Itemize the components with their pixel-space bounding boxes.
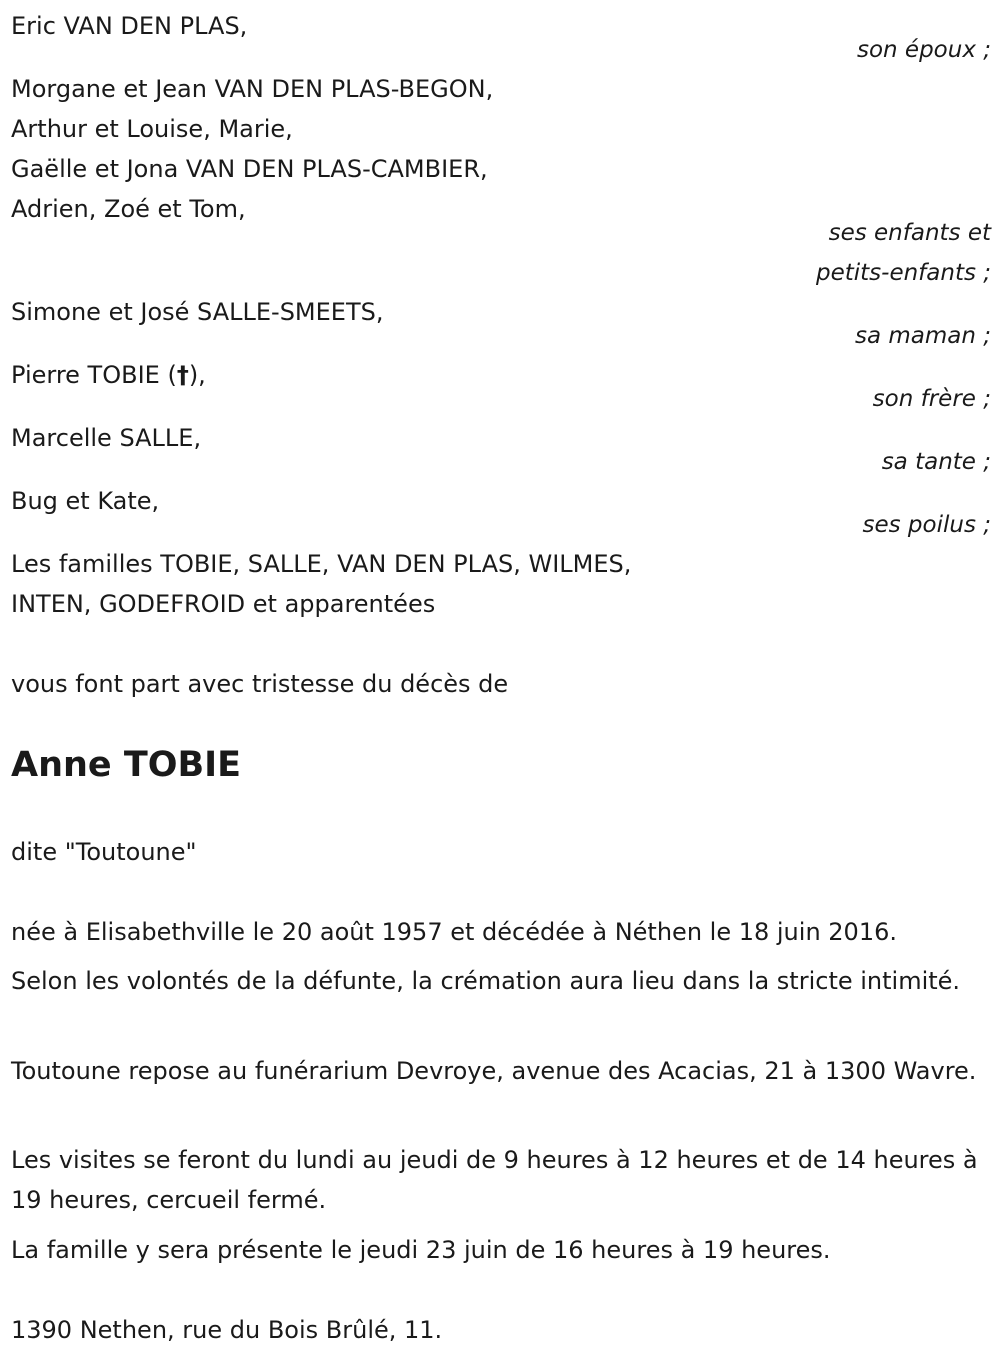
family-line-text: Pierre TOBIE ( — [11, 361, 177, 389]
relation-label: petits-enfants ; — [815, 260, 991, 286]
family-line: Adrien, Zoé et Tom, — [11, 195, 246, 223]
detail-paragraph: Toutoune repose au funérarium Devroye, avenue des Acacias, 21 à 1300 Wavre. — [11, 1057, 977, 1085]
relation-label: son époux ; — [856, 37, 991, 63]
detail-paragraph: Selon les volontés de la défunte, la crémation aura lieu dans la stricte intimité. — [11, 967, 961, 995]
family-line: Simone et José SALLE-SMEETS, — [11, 298, 384, 326]
family-line — [11, 355, 206, 395]
family-line: Arthur et Louise, Marie, — [11, 115, 293, 143]
relation-label: sa maman ; — [854, 323, 991, 349]
address: 1390 Nethen, rue du Bois Brûlé, 11. — [11, 1316, 443, 1344]
family-line: Eric VAN DEN PLAS, — [11, 12, 248, 40]
family-line: Morgane et Jean VAN DEN PLAS-BEGON, — [11, 75, 494, 103]
deceased-nickname: dite "Toutoune" — [11, 838, 197, 866]
family-line: Les familles TOBIE, SALLE, VAN DEN PLAS, WILMES, — [11, 550, 632, 578]
relation-label: son frère ; — [872, 386, 991, 412]
family-line-text: ), — [188, 361, 206, 389]
death-notice — [11, 0, 991, 1363]
family-line: Bug et Kate, — [11, 487, 160, 515]
relation-label: ses enfants et — [828, 220, 991, 246]
deceased-name: Anne TOBIE — [11, 745, 242, 785]
cross-icon: † — [176, 361, 189, 389]
family-line: Gaëlle et Jona VAN DEN PLAS-CAMBIER, — [11, 155, 488, 183]
family-line: INTEN, GODEFROID et apparentées — [11, 590, 436, 618]
announcement-text: vous font part avec tristesse du décès de — [11, 670, 509, 698]
detail-paragraph: née à Elisabethville le 20 août 1957 et décédée à Néthen le 18 juin 2016. — [11, 918, 897, 946]
relation-label: ses poilus ; — [862, 512, 991, 538]
family-line: Marcelle SALLE, — [11, 424, 202, 452]
detail-paragraph: Les visites se feront du lundi au jeudi de 9 heures à 12 heures et de 14 heures à 19 heures, cercueil fermé. — [11, 1146, 978, 1214]
relation-label: sa tante ; — [881, 449, 991, 475]
detail-paragraph: La famille y sera présente le jeudi 23 juin de 16 heures à 19 heures. — [11, 1236, 831, 1264]
